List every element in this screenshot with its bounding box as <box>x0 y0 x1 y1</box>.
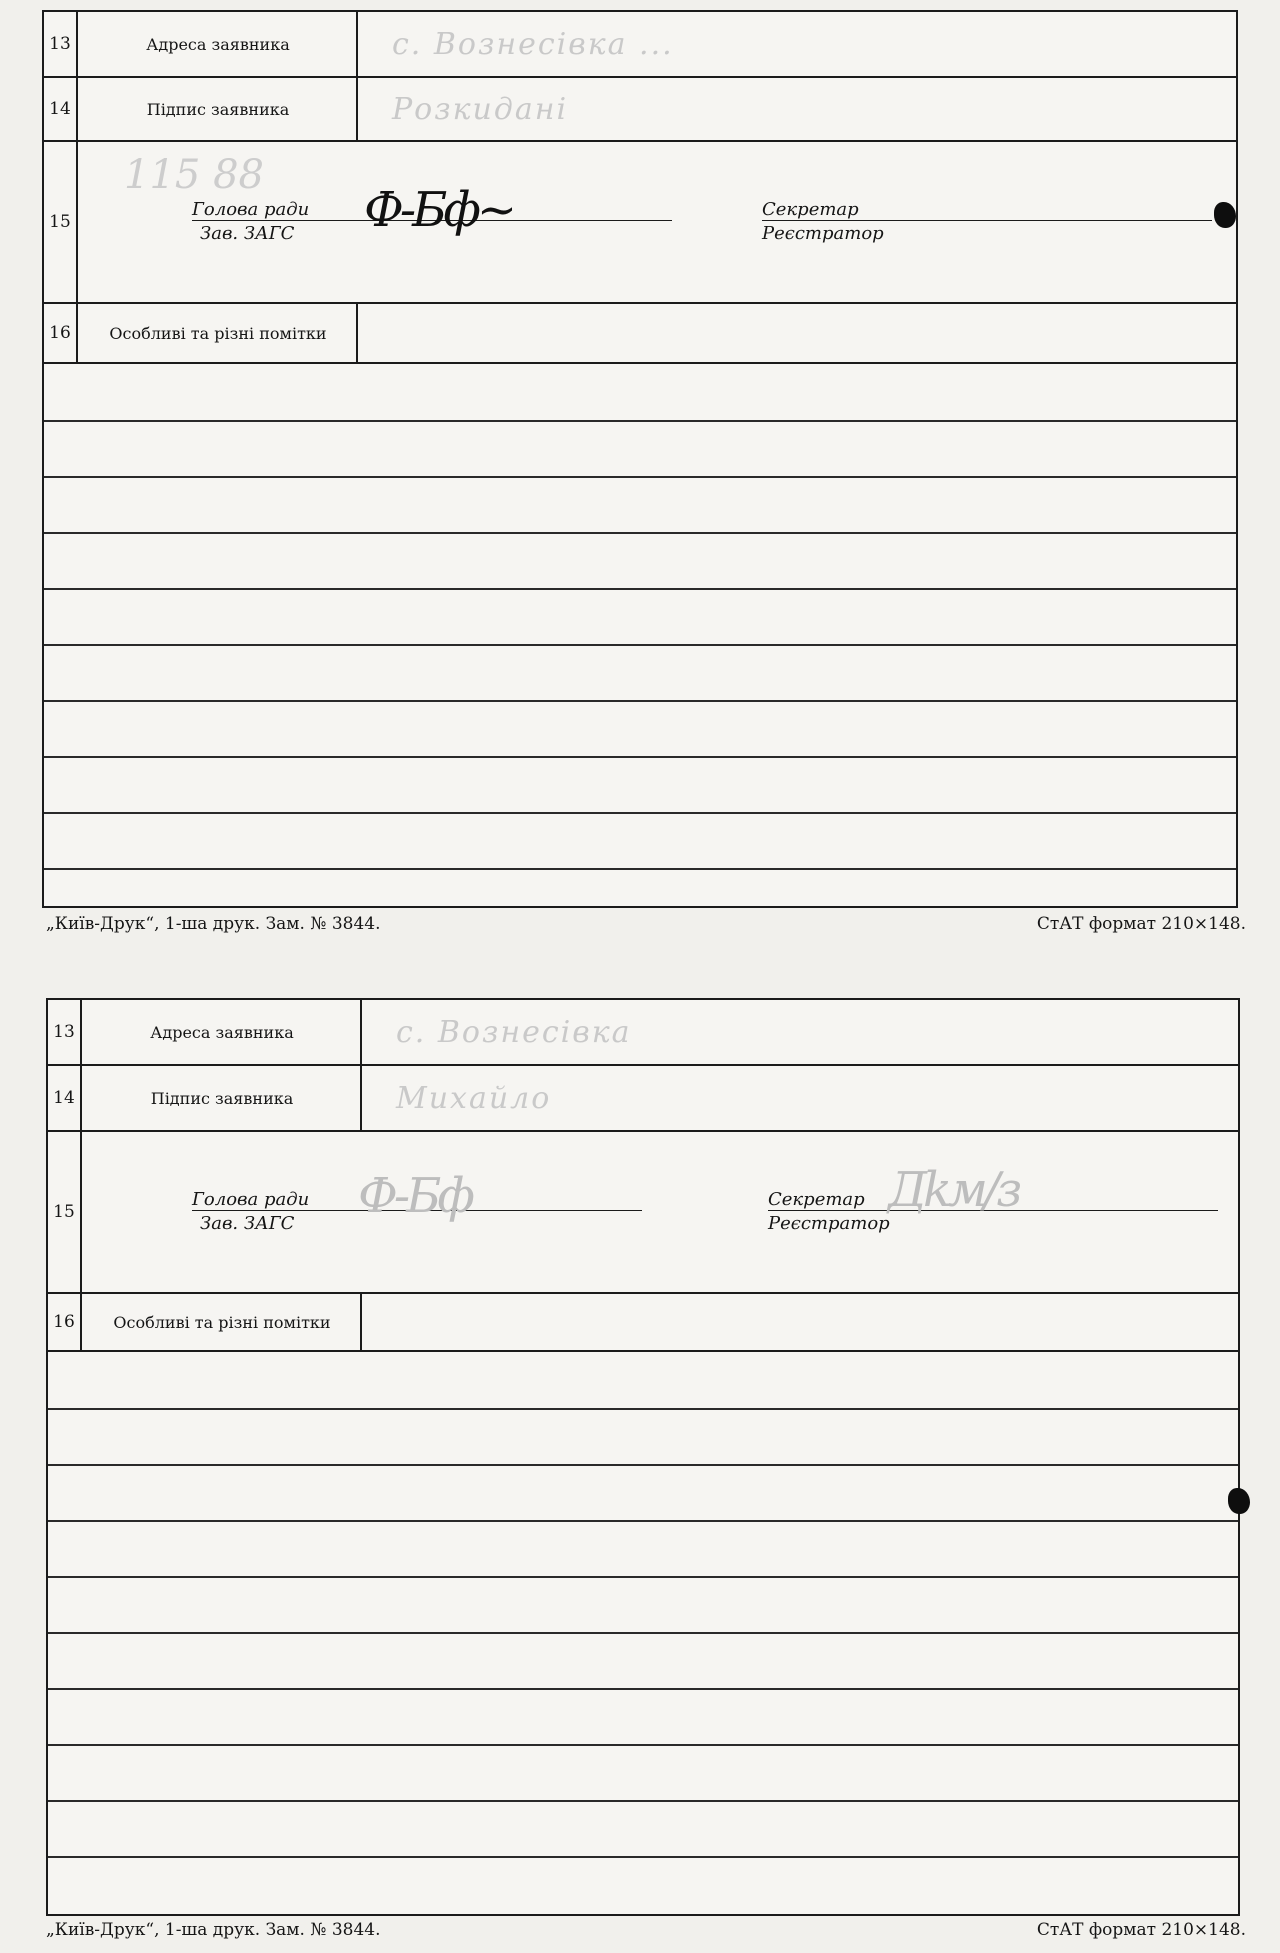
row-number: 14 <box>48 1066 82 1130</box>
remarks-lines <box>44 364 1236 906</box>
row-label: Особливі та різні помітки <box>80 304 358 362</box>
form-top <box>42 10 1238 908</box>
ruled-line <box>44 868 1236 870</box>
ruled-line <box>44 812 1236 814</box>
row-label: Адреса заявника <box>84 1000 362 1064</box>
chair-label: Голова ради <box>192 199 310 220</box>
secretary-signature: Дkм/з <box>888 1162 1019 1218</box>
row-label: Особливі та різні помітки <box>84 1294 362 1350</box>
ruled-line <box>44 420 1236 422</box>
chair-label-block <box>192 1188 309 1236</box>
handwritten-signature: Розкидані <box>392 91 569 127</box>
row-label: Підпис заявника <box>80 78 358 140</box>
handwritten-address: с. Вознесівка <box>396 1014 632 1050</box>
row-officials <box>48 1132 1238 1294</box>
registrar-label: Реєстратор <box>768 1213 890 1234</box>
ink-blot <box>1214 202 1236 228</box>
row-officials <box>44 142 1236 304</box>
remarks-lines <box>48 1352 1238 1914</box>
pencil-note: 115 88 <box>124 152 264 198</box>
ruled-line <box>48 1744 1238 1746</box>
secretary-label-block <box>762 198 884 246</box>
row-number: 14 <box>44 78 78 140</box>
registrar-label: Реєстратор <box>762 223 884 244</box>
registrar-head-label: Зав. ЗАГС <box>200 223 295 244</box>
registrar-head-label: Зав. ЗАГС <box>200 1213 295 1234</box>
ruled-line <box>44 700 1236 702</box>
row-number: 13 <box>44 12 78 76</box>
row-applicant-address <box>44 12 1236 78</box>
row-applicant-signature <box>44 78 1236 142</box>
ruled-line <box>44 588 1236 590</box>
row-number: 15 <box>44 142 78 302</box>
row-number: 13 <box>48 1000 82 1064</box>
ruled-line <box>48 1800 1238 1802</box>
form-bottom <box>46 998 1240 1916</box>
row-number: 16 <box>44 304 78 362</box>
printer-imprint: „Київ-Друк“, 1-ша друк. Зам. № 3844. <box>46 1920 381 1940</box>
secretary-label-block <box>768 1188 890 1236</box>
chair-label-block <box>192 198 309 246</box>
row-applicant-signature <box>48 1066 1238 1132</box>
handwritten-signature: Михайло <box>396 1080 552 1116</box>
ruled-line <box>48 1464 1238 1466</box>
ruled-line <box>44 644 1236 646</box>
format-note: СтАТ формат 210×148. <box>1036 1920 1246 1940</box>
row-remarks <box>48 1294 1238 1352</box>
secretary-label: Секретар <box>762 199 859 220</box>
ruled-line <box>48 1688 1238 1690</box>
format-note: СтАТ формат 210×148. <box>1036 914 1246 934</box>
ruled-line <box>48 1520 1238 1522</box>
ruled-line <box>44 476 1236 478</box>
secretary-signature-line <box>762 220 1212 221</box>
chair-signature: Ф-Бф <box>358 1168 471 1224</box>
ruled-line <box>48 1408 1238 1410</box>
chair-signature: Ф-Бф~ <box>364 182 514 238</box>
ruled-line <box>44 532 1236 534</box>
ruled-line <box>48 1856 1238 1858</box>
row-label: Підпис заявника <box>84 1066 362 1130</box>
ruled-line <box>48 1632 1238 1634</box>
ruled-line <box>44 756 1236 758</box>
row-number: 16 <box>48 1294 82 1350</box>
secretary-label: Секретар <box>768 1189 865 1210</box>
handwritten-address: с. Вознесівка ... <box>392 26 674 62</box>
row-label: Адреса заявника <box>80 12 358 76</box>
printer-imprint: „Київ-Друк“, 1-ша друк. Зам. № 3844. <box>46 914 381 934</box>
row-number: 15 <box>48 1132 82 1292</box>
ink-blot <box>1228 1488 1250 1514</box>
ruled-line <box>48 1576 1238 1578</box>
row-applicant-address <box>48 1000 1238 1066</box>
chair-label: Голова ради <box>192 1189 310 1210</box>
row-remarks <box>44 304 1236 364</box>
